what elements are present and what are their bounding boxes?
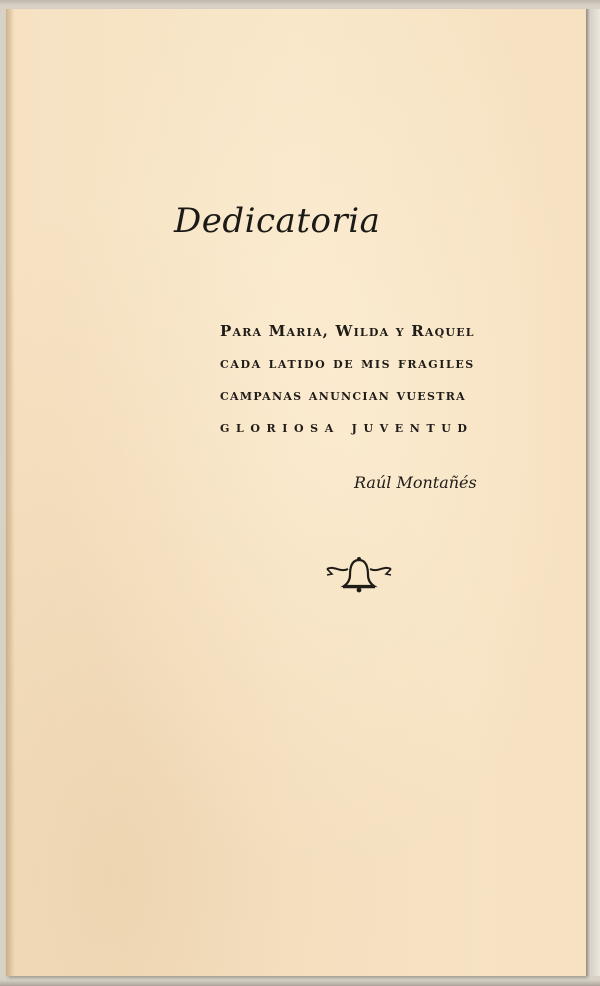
page-title: Dedicatoria: [174, 201, 381, 241]
bell-ornament-icon: [324, 555, 394, 595]
dedication-line: cada latido de mis fragiles: [220, 354, 475, 372]
page-edge: [586, 9, 600, 976]
author-signature: Raúl Montañés: [354, 473, 477, 492]
book-page: [6, 9, 586, 976]
dedication-line: Para Maria, Wilda y Raquel: [220, 322, 475, 340]
dedication-text: [220, 315, 516, 443]
dedication-line: gloriosa juventud: [220, 418, 474, 436]
dedication-line: campanas anuncian vuestra: [220, 386, 466, 404]
